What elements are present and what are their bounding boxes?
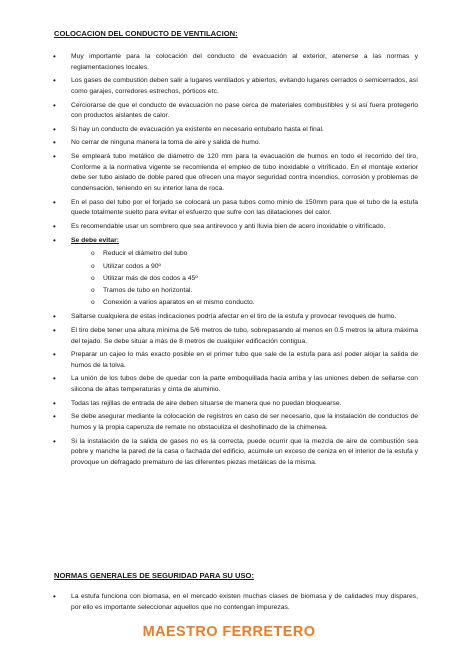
section-heading-ventilation: COLOCACION DEL CONDUCTO DE VENTILACION: [54, 29, 238, 38]
sublist-item: o Tramos de tubo en horizontal. [71, 285, 418, 297]
avoid-label: Se debe evitar: [71, 236, 120, 244]
section-heading-safety: NORMAS GENERALES DE SEGURIDAD PARA SU USO: [54, 571, 254, 580]
list-item: • El tiro debe tener una altura mínima de 5/6 metros de tubo, sobrepasando al menos en 0.5 metros la altura máxima del tejado. Se debe situar a más de 8 metros de cualquier edificación contigua. [0, 326, 458, 347]
list-item: • La unión de los tubos debe de quedar con la parte emboquillada hacia arriba y las uniones deben de sellarse con silicona de altas temperaturas y cinta de aluminio. [0, 374, 458, 395]
list-item: • Se debe asegurar mediante la colocación de registros en caso de ser necesario, que la instalación de conductos de humos y la propia caperuza de remate no obstaculiza el deshollinado de la chimenea. [0, 412, 458, 433]
sublist-item: o Utilizar más de dos codos a 45º [71, 273, 418, 285]
sublist-item: o Conexión a varios aparatos en el mismo conducto. [71, 297, 418, 309]
list-item: • En el paso del tubo por el forjado se colocará un pasa tubos como minio de 150mm para que el tubo de la estufa quede totalmente suelto para evitar el esfuerzo que sufre con las dilataciones del calor. [0, 198, 458, 219]
brand-logo-text: MAESTRO FERRETERO [142, 624, 316, 640]
list-item: • La estufa funciona con biomasa, en el mercado existen muchas clases de biomasa y de calidades muy dispares, por ello es importante seleccionar aquellos que no contengan impurezas. [0, 592, 458, 613]
list-item: • Se empleará tubo metálico de diámetro de 120 mm para la evacuación de humos en todo el recorrido del tiro, Conforme a la normativa vigente se recomienda el empleo de tubo inoxidable o vitrificado. En el montaje exterior debe ser tubo aislado de doble pared que ofrecen una mayor seguridad contra incendios, corrosión y problemas de condensación, teniendo en su interior lana de roca. [0, 152, 458, 195]
list-item: • Cerciorarse de que el conducto de evacuación no pase cerca de materiales combustibles y si así fuera protegerlo con productos aislantes de calor. [0, 101, 458, 122]
list-item: • Los gases de combustión deben salir a lugares ventilados y abiertos, evitando lugares cerrados o semicerrados, así como garajes, corredores estrechos, pórticos etc. [0, 76, 458, 97]
avoid-list-item [0, 236, 458, 310]
list-item: • Si hay un conducto de evacuación ya existente en necesario entubarlo hasta el final. [0, 125, 458, 136]
safety-rules-list [0, 592, 458, 616]
list-item: • Todas las rejillas de entrada de aire deben situarse de manera que no puedan bloquearse. [0, 399, 458, 410]
list-item: • Preparar un cajeo lo más exacto posible en el primer tubo que sale de la estufa para así poder alojar la salida de humos de la tolva. [0, 350, 458, 371]
sublist-item: o Utilizar codos a 90º [71, 261, 418, 273]
avoid-sublist [71, 248, 418, 309]
list-item: • No cerrar de ninguna manera la toma de aire y salida de humo. [0, 138, 458, 149]
list-item: • Saltarse cualquiera de estas indicaciones podría afectar en el tiro de la estufa y provocar revoques de humo. [0, 312, 458, 323]
list-item: • Es recomendable usar un sombrero que sea antirevoco y anti lluvia bien de acero inoxidable o vitrificado. [0, 222, 458, 233]
ventilation-rules-list [0, 52, 458, 472]
list-item: • Si la instalación de la salida de gases no es la correcta, puede ocurrir que la mezcla de aire de combustión sea pobre y manche la pared de la casa o fachada del edificio, acumule un exceso de ceniza en el interior de la estufa y provoque un defragado prematuro de las diferentes piezas metálicas de la misma. [0, 437, 458, 469]
list-item: • Muy importante para la colocación del conducto de evacuación al exterior, atenerse a las normas y reglamentaciones locales. [0, 52, 458, 73]
sublist-item: o Reducir el diámetro del tubo [71, 248, 418, 260]
